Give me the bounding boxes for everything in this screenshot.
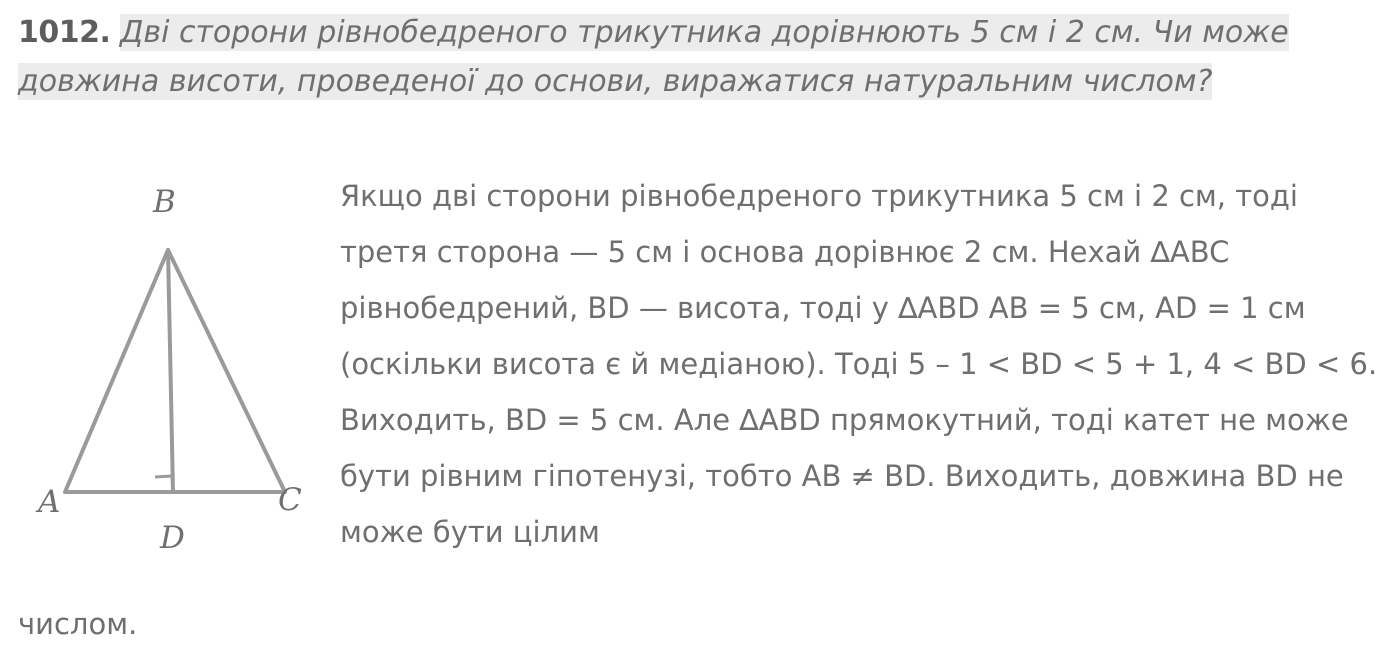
vertex-label-c: C xyxy=(278,482,302,518)
vertex-label-a: A xyxy=(38,484,61,520)
solution-text-tail: числом. xyxy=(18,607,138,641)
right-angle-mark xyxy=(155,476,173,492)
problem-number: 1012. xyxy=(18,15,111,50)
geometry-figure xyxy=(20,172,330,572)
vertex-label-d: D xyxy=(160,520,185,556)
problem-statement xyxy=(18,8,1378,106)
vertex-label-b: B xyxy=(153,184,176,220)
altitude-segment xyxy=(168,250,173,492)
triangle-shape xyxy=(65,250,285,492)
problem-text: Дві сторони рівнобедреного трикутника дорівнюють 5 см і 2 см. Чи може довжина висоти, проведеної до основи, виражатися натуральним числом? xyxy=(18,15,1289,99)
solution-text: Якщо дві сторони рівнобедреного трикутника 5 см і 2 см, тоді третя сторона — 5 см і основа дорівнює 2 см. Нехай ∆ABC рівнобедрений, BD — висота, тоді у ∆ABD AB = 5 см, AD = 1 см (оскільки висота є й медіаною). Тоді 5 – 1 < BD < 5 + 1, 4 < BD < 6. Виходить, BD = 5 см. Але ∆ABD прямокутний, тоді катет не може бути рівним гіпотенузі, тобто AB ≠ BD. Виходить, довжина BD не може бути цілим xyxy=(340,179,1378,549)
